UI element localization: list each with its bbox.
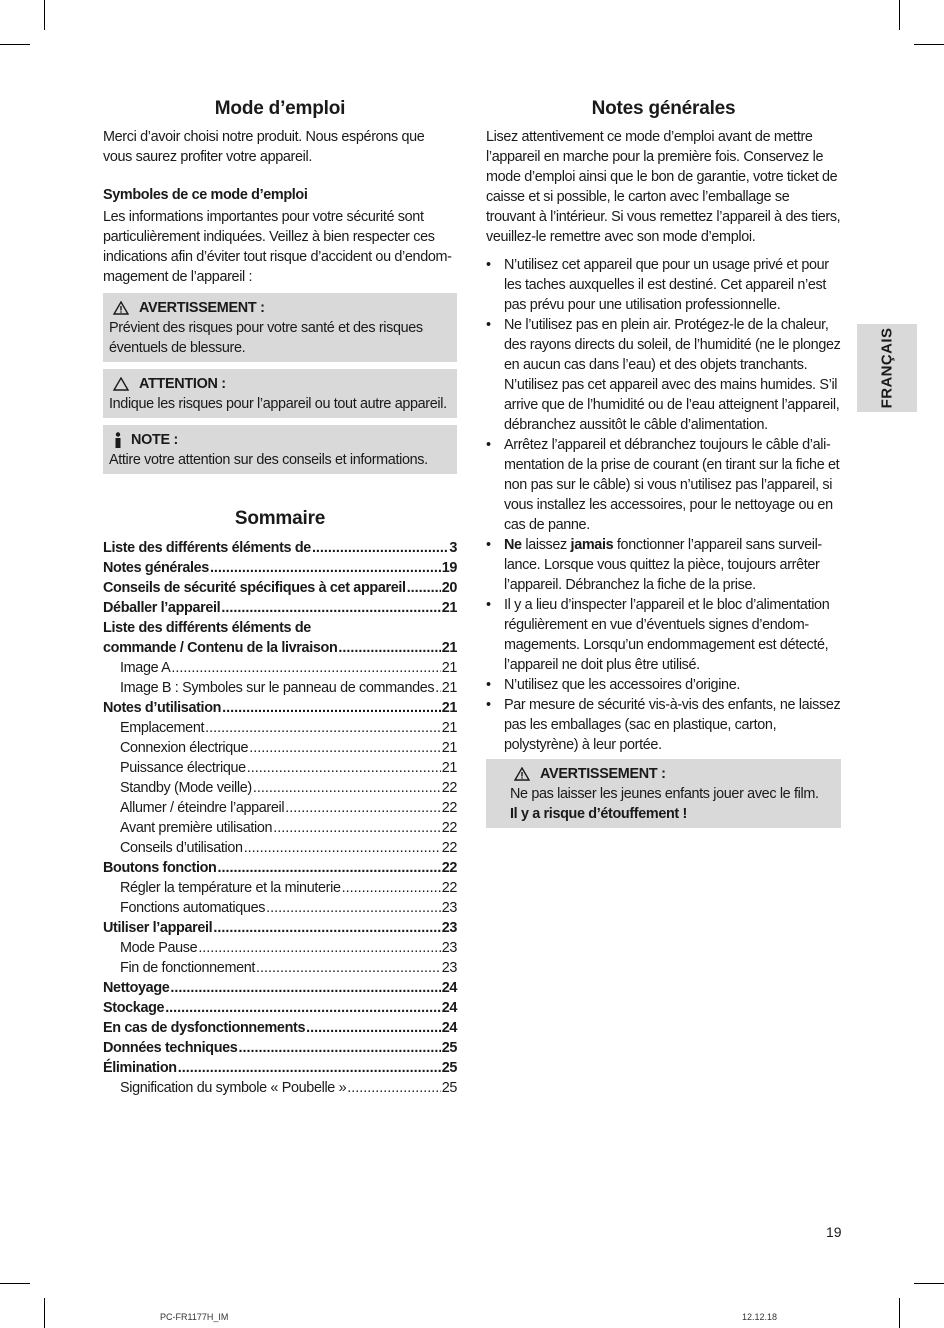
list-item: • Arrêtez l’appareil et débranchez toujours le câble d’ali-mentation de la prise de courant (en tirant sur la fiche et non pas sur le câble) si vous n’utilisez pas l’appareil, si vous installez les accessoires, pour le nettoyage ou en cas de panne. [486, 435, 841, 535]
toc-entry[interactable]: Boutons fonction ..... 22 [103, 858, 457, 878]
toc-entry[interactable]: Liste des différents éléments de commande / Contenu de la livraison ..... 21 [103, 618, 457, 658]
toc-entry[interactable]: Allumer / éteindre l’appareil ..... 22 [103, 798, 457, 818]
toc-entry[interactable]: Image B : Symboles sur le panneau de commandes ..... 21 [103, 678, 457, 698]
toc-entry[interactable]: Régler la température et la minuterie ..... 22 [103, 878, 457, 898]
warning-box-right [486, 759, 841, 828]
toc-entry[interactable]: Fin de fonctionnement ..... 23 [103, 958, 457, 978]
toc-entry[interactable]: Connexion électrique ..... 21 [103, 738, 457, 758]
footer-code: PC-FR1177H_IM [160, 1312, 229, 1322]
language-tab: FRANÇAIS [857, 324, 917, 412]
warning-label: AVERTISSEMENT : [540, 766, 666, 782]
notes-generales-title: Notes générales [591, 98, 736, 119]
left-column [103, 96, 457, 1098]
intro-text: Merci d’avoir choisi notre produit. Nous espérons que vous saurez profiter votre appareil. [103, 129, 425, 165]
warning-triangle-icon [514, 767, 530, 781]
list-item: • Ne l’utilisez pas en plein air. Protégez-le de la chaleur, des rayons directs du soleil, de l’humidité (ne le plongez en aucun cas dans l’eau) et des objets tranchants. N’utilisez pas cet appareil avec des mains humides. S’il arrive que de l’humidité ou de l’eau atteignent l’appareil, débranchez aussitôt le câble d’alimentation. [486, 315, 841, 435]
toc-entry[interactable]: Mode Pause ..... 23 [103, 938, 457, 958]
list-item: • Par mesure de sécurité vis-à-vis des enfants, ne laissez pas les emballages (sac en plastique, carton, polystyrène) à leur portée. [486, 695, 841, 755]
warning-bold-text: Il y a risque d’étouffement ! [510, 806, 687, 822]
warning-triangle-icon [113, 301, 129, 315]
list-item: • N’utilisez que les accessoires d’origine. [486, 675, 841, 695]
safety-list [486, 255, 841, 755]
toc-entry[interactable]: Fonctions automatiques ..... 23 [103, 898, 457, 918]
info-icon [113, 432, 123, 448]
toc-entry[interactable]: Données techniques ..... 25 [103, 1038, 457, 1058]
footer-date: 12.12.18 [742, 1312, 778, 1322]
right-column [486, 96, 841, 828]
toc-entry[interactable]: Standby (Mode veille) ..... 22 [103, 778, 457, 798]
toc-entry[interactable]: Conseils d’utilisation ..... 22 [103, 838, 457, 858]
attention-box [103, 369, 457, 418]
toc-entry[interactable]: Avant première utilisation ..... 22 [103, 818, 457, 838]
toc-entry[interactable]: Emplacement ..... 21 [103, 718, 457, 738]
warning-box [103, 293, 457, 362]
warning-label: AVERTISSEMENT : [139, 300, 265, 316]
toc-entry[interactable]: Stockage ..... 24 [103, 998, 457, 1018]
symbols-text: Les informations importantes pour votre sécurité sont particulièrement indiquées. Veillez à bien respecter ces indications afin d’éviter tout risque d’accident ou d’endom-magement de l’appareil : [103, 209, 452, 285]
note-text: Attire votre attention sur des conseils et informations. [109, 452, 428, 468]
toc-entry[interactable]: Élimination ..... 25 [103, 1058, 457, 1078]
list-item: • Ne laissez jamais fonctionner l’appareil sans surveil-lance. Lorsque vous quittez la pièce, toujours arrêter l’appareil. Débranchez la fiche de la prise. [486, 535, 841, 595]
attention-label: ATTENTION : [139, 376, 226, 392]
list-item: • N’utilisez cet appareil que pour un usage privé et pour les taches auxquelles il est destiné. Cet appareil n’est pas prévu pour une utilisation professionnelle. [486, 255, 841, 315]
mode-emploi-title: Mode d’emploi [214, 98, 346, 119]
list-item: • Il y a lieu d’inspecter l’appareil et le bloc d’alimentation régulièrement en vue d’éventuels signes d’endom-magements. Lorsqu’un endommagement est détecté, l’appareil ne doit plus être utilisé. [486, 595, 841, 675]
attention-text: Indique les risques pour l’appareil ou tout autre appareil. [109, 396, 447, 412]
toc-entry[interactable]: Nettoyage ..... 24 [103, 978, 457, 998]
toc-entry[interactable]: Conseils de sécurité spécifiques à cet appareil ..... 20 [103, 578, 457, 598]
sommaire-title: Sommaire [234, 508, 326, 529]
attention-triangle-icon [113, 377, 129, 391]
table-of-contents [103, 538, 457, 1098]
note-label: NOTE : [131, 432, 178, 448]
toc-entry[interactable]: Image A ..... 21 [103, 658, 457, 678]
toc-entry[interactable]: Liste des différents éléments de ..... 3 [103, 538, 457, 558]
toc-entry[interactable]: Puissance électrique ..... 21 [103, 758, 457, 778]
general-intro: Lisez attentivement ce mode d’emploi avant de mettre l’appareil en marche pour la première fois. Conservez le mode d’emploi ainsi que le bon de garantie, votre ticket de caisse et si possible, le carton avec l’emballage se trouvant à l’intérieur. Si vous remettez l’appareil à des tiers, veuillez-le remettre avec son mode d’emploi. [486, 129, 841, 245]
warning-text: Ne pas laisser les jeunes enfants jouer avec le film. [510, 786, 819, 802]
page-number: 19 [826, 1224, 842, 1240]
warning-text: Prévient des risques pour votre santé et des risques éventuels de blessure. [109, 320, 423, 356]
symbols-heading: Symboles de ce mode d’emploi [103, 187, 308, 203]
toc-entry[interactable]: Notes générales ..... 19 [103, 558, 457, 578]
toc-entry[interactable]: Signification du symbole « Poubelle » ..... 25 [103, 1078, 457, 1098]
toc-entry[interactable]: Notes d’utilisation ..... 21 [103, 698, 457, 718]
note-box [103, 425, 457, 474]
toc-entry[interactable]: Déballer l’appareil ..... 21 [103, 598, 457, 618]
toc-entry[interactable]: En cas de dysfonctionnements ..... 24 [103, 1018, 457, 1038]
toc-entry[interactable]: Utiliser l’appareil ..... 23 [103, 918, 457, 938]
